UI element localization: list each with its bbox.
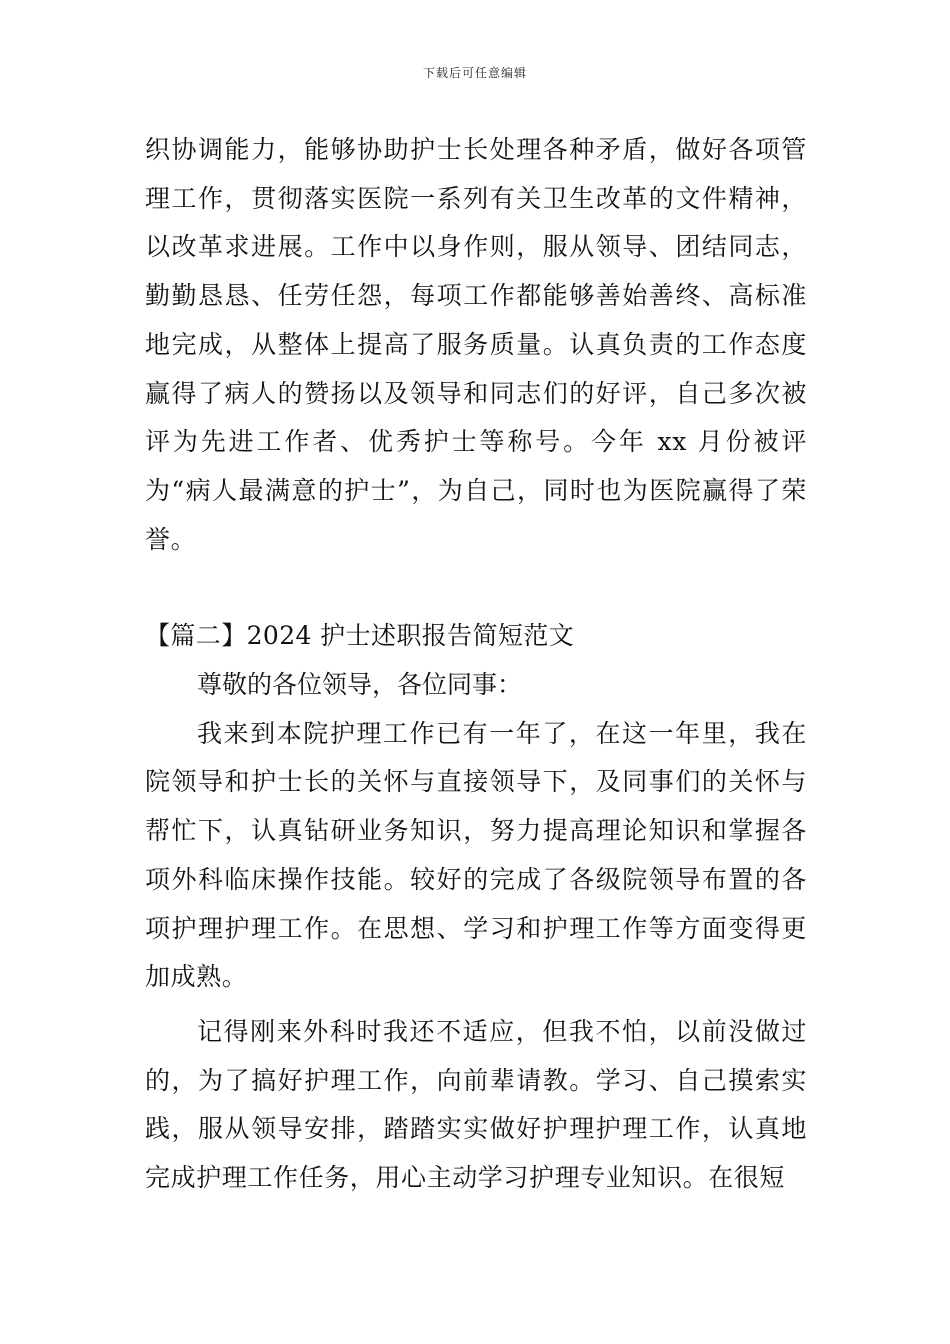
document-body bbox=[145, 126, 807, 1203]
section-gap bbox=[145, 564, 807, 612]
paragraph-2: 记得刚来外科时我还不适应，但我不怕，以前没做过的，为了搞好护理工作，向前辈请教。学习、自己摸索实践，服从领导安排，踏踏实实做好护理护理工作，认真地完成护理工作任务，用心主动学习护理专业知识。在很短 bbox=[145, 1016, 807, 1193]
salutation: 尊敬的各位领导，各位同事： bbox=[197, 670, 523, 700]
section-heading: 【篇二】2024 护士述职报告简短范文 bbox=[145, 621, 575, 651]
paragraph-continued: 织协调能力，能够协助护士长处理各种矛盾，做好各项管理工作，贯彻落实医院一系列有关卫生改革的文件精神，以改革求进展。工作中以身作则，服从领导、团结同志，勤勤恳恳、任劳任怨，每项工作都能够善始善终、高标准地完成，从整体上提高了服务质量。认真负责的工作态度赢得了病人的赞扬以及领导和同志们的好评，自己多次被评为先进工作者、优秀护士等称号。今年 xx 月份被评为“病人最满意的护士”，为自己，同时也为医院赢得了荣誉。 bbox=[145, 135, 807, 554]
paragraph-1: 我来到本院护理工作已有一年了，在这一年里，我在院领导和护士长的关怀与直接领导下，及同事们的关怀与帮忙下，认真钻研业务知识，努力提高理论知识和掌握各项外科临床操作技能。较好的完成了各级院领导布置的各项护理护理工作。在思想、学习和护理工作等方面变得更加成熟。 bbox=[145, 718, 807, 992]
page-header-note: 下载后可任意编辑 bbox=[422, 66, 527, 80]
